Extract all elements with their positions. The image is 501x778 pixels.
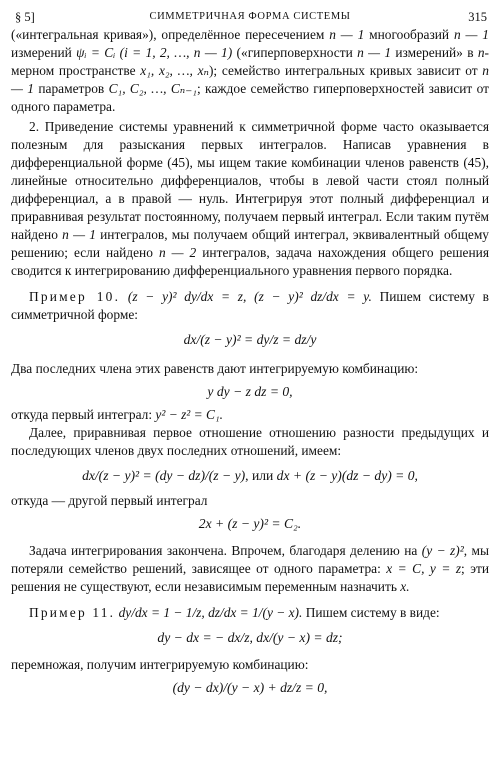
equation-system-11: dy − dx = − dx/z, dx/(y − x) = dz; [157, 630, 343, 645]
paragraph-3: Два последних члена этих равенств дают интегрируемую комбинацию: [11, 361, 419, 376]
example-10-label: Пример 10. [29, 289, 121, 304]
paragraph-2: 2. Приведение системы уравнений к симметричной форме часто оказывается полезным для разыскания первых интегралов. Написав уравнения в дифференциальной форме (45), мы ищем такие комбинации членов равенств (45), линейные относительно дифференциалов, чтобы в левой части стоял полный дифференциал, а в правой — нуль. Интегрируя этот полный дифференциал и приравнивая результат постоянному, получаем первый интеграл. Если таким путём найдено n — 1 интегралов, мы получаем общий интеграл, эквивалентный общему решению; если найдено n — 2 интегралов, задача нахождения общего решения сводится к интегрированию дифференциального уравнения первого порядка. [11, 119, 489, 278]
book-page [11, 6, 489, 698]
running-header [11, 6, 489, 26]
equation-symmetric: dx/(z − y)² = dy/z = dz/y [183, 332, 317, 347]
paragraph-6: откуда — другой первый интеграл [11, 493, 208, 508]
running-title: СИММЕТРИЧНАЯ ФОРМА СИСТЕМЫ [149, 11, 351, 22]
equation-combination-11: (dy − dx)/(y − x) + dz/z = 0, [172, 680, 328, 695]
paragraph-8: перемножая, получим интегрируемую комбинацию: [11, 657, 309, 672]
paragraph-5: Далее, приравнивая первое отношение отношению разности предыдущих и последующих членов двух последних отношений, имеем: [11, 425, 489, 458]
equation-combination: y dy − z dz = 0, [207, 384, 293, 399]
section-mark: § 5] [15, 10, 35, 24]
equation-ratio: dx/(z − y)² = (dy − dz)/(z − y), или dx + (z − y)(dz − dy) = 0, [82, 468, 418, 483]
example-11-label: Пример 11. [29, 605, 116, 620]
paragraph-1: («интегральная кривая»), определённое пересечением n — 1 многообразий n — 1 измерений ψᵢ = Cᵢ (i = 1, 2, …, n — 1) («гиперповерхности n — 1 измерений» в n-мерном пространстве x₁, x₂, …, xₙ); семейство интегральных кривых зависит от n — 1 параметров C₁, C₂, …, Cₙ₋₁; каждое семейство гиперповерхностей зависит от одного параметра. [11, 27, 490, 114]
equation-second-integral: 2x + (z − y)² = C₂. [198, 516, 302, 531]
example-10: Пример 10. (z − y)² dy/dx = z, (z − y)² dz/dx = y. Пишем систему в симметричной форме: [11, 289, 489, 322]
paragraph-7: Задача интегрирования закончена. Впрочем, благодаря делению на (y − z)², мы потеряли семейство решений, зависящее от одного параметра: x = C, y = z; эти решения не существуют, если независимым переменным назначить x. [11, 543, 489, 594]
example-11: Пример 11. dy/dx = 1 − 1/z, dz/dx = 1/(y − x). Пишем систему в виде: [29, 605, 440, 620]
psi-equation: ψᵢ = Cᵢ (i = 1, 2, …, n — 1) [76, 45, 233, 60]
paragraph-4: откуда первый интеграл: y² − z² = C₁. [11, 407, 223, 422]
page-number: 315 [468, 10, 487, 24]
